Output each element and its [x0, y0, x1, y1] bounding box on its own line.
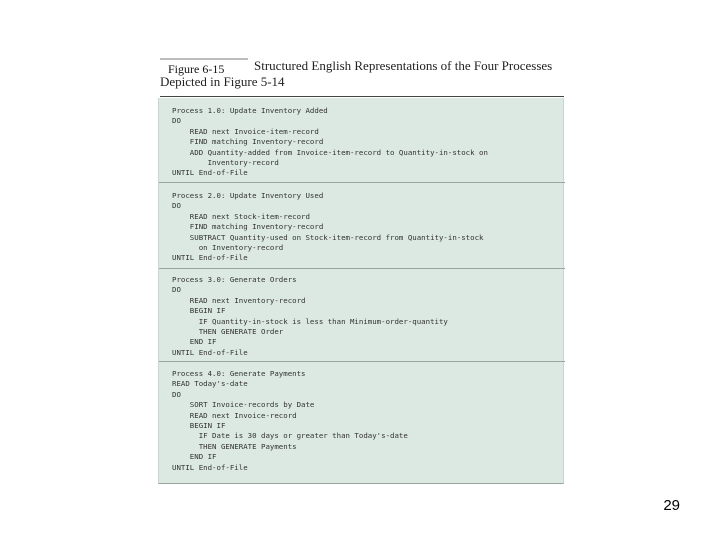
- code-line: IF Quantity-in-stock is less than Minimum-order-quantity: [172, 316, 448, 326]
- figure-title: [160, 58, 564, 90]
- code-line: on Inventory-record: [172, 242, 284, 252]
- figure-title-line-2: Depicted in Figure 5-14: [160, 74, 285, 89]
- code-line: UNTIL End-of-File: [172, 253, 248, 263]
- code-line: FIND matching Inventory-record: [172, 137, 324, 147]
- title-divider: [160, 96, 564, 97]
- code-line: END IF: [172, 452, 217, 462]
- process-1-block: [159, 106, 565, 179]
- code-line: END IF: [172, 337, 217, 347]
- process-divider: [159, 268, 565, 269]
- code-line: DO: [172, 389, 181, 399]
- code-line: READ next Invoice-item-record: [172, 126, 319, 136]
- code-line: Process 1.0: Update Inventory Added: [172, 106, 328, 115]
- code-line: READ next Stock-item-record: [172, 211, 310, 221]
- code-line: THEN GENERATE Payments: [172, 441, 297, 451]
- code-line: BEGIN IF: [172, 420, 226, 430]
- code-line: Process 2.0: Update Inventory Used: [172, 191, 324, 200]
- code-line: UNTIL End-of-File: [172, 347, 248, 357]
- process-divider: [159, 361, 565, 362]
- code-line: SUBTRACT Quantity-used on Stock-item-record from Quantity-in-stock: [172, 232, 484, 242]
- code-line: Process 3.0: Generate Orders: [172, 275, 297, 284]
- code-line: Process 4.0: Generate Payments: [172, 369, 306, 378]
- code-line: Inventory-record: [172, 157, 279, 167]
- code-line: DO: [172, 285, 181, 295]
- code-line: DO: [172, 116, 181, 126]
- code-line: FIND matching Inventory-record: [172, 222, 324, 232]
- figure-label: Figure 6-15: [160, 58, 248, 76]
- structured-english-panel: [158, 98, 564, 484]
- code-line: SORT Invoice-records by Date: [172, 400, 315, 410]
- code-line: IF Date is 30 days or greater than Today's-date: [172, 431, 408, 441]
- process-4-block: [159, 369, 565, 473]
- code-line: READ next Inventory-record: [172, 295, 306, 305]
- code-line: ADD Quantity-added from Invoice-item-record to Quantity-in-stock on: [172, 147, 488, 157]
- page-number: 29: [663, 497, 680, 514]
- code-line: READ next Invoice-record: [172, 410, 297, 420]
- process-3-block: [159, 275, 565, 358]
- code-line: DO: [172, 201, 181, 211]
- process-2-block: [159, 191, 565, 264]
- code-line: UNTIL End-of-File: [172, 462, 248, 472]
- code-line: UNTIL End-of-File: [172, 168, 248, 178]
- process-divider: [159, 182, 565, 183]
- code-line: BEGIN IF: [172, 306, 226, 316]
- figure-title-line-1: Structured English Representations of the Four Processes: [254, 58, 553, 73]
- code-line: READ Today's-date: [172, 379, 248, 389]
- code-line: THEN GENERATE Order: [172, 326, 284, 336]
